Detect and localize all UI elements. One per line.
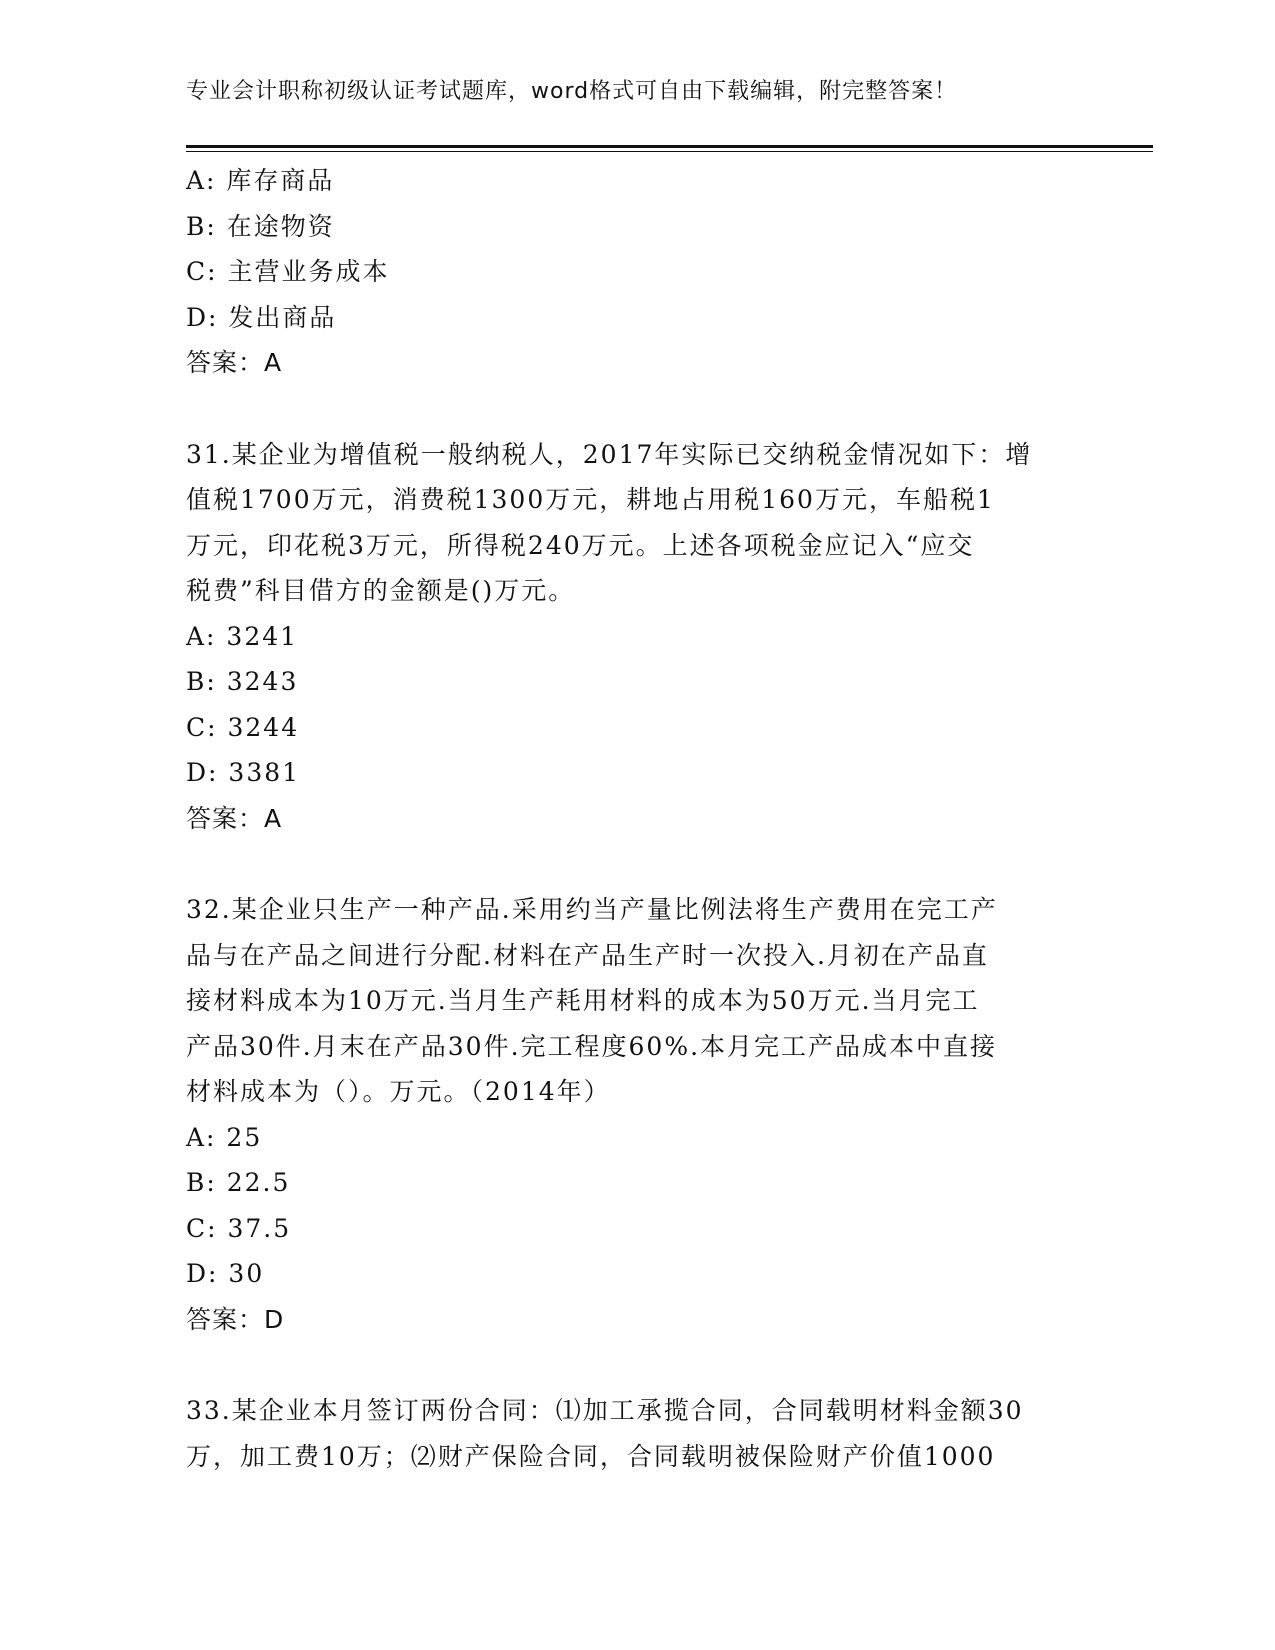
question-text-line: 材料成本为（）。万元。（2014年） xyxy=(186,1077,611,1106)
option-d: D: 发出商品 xyxy=(186,302,337,332)
option-d: D: 3381 xyxy=(186,758,301,787)
question-text-line: 万，加工费10万；⑵财产保险合同，合同载明被保险财产价值1000 xyxy=(186,1441,996,1471)
question-text-line: 万元，印花税3万元，所得税240万元。上述各项税金应记入“应交 xyxy=(186,530,975,560)
question-text-line: 32.某企业只生产一种产品.采用约当产量比例法将生产费用在完工产 xyxy=(186,895,998,924)
question-text-line: 31.某企业为增值税一般纳税人，2017年实际已交纳税金情况如下：增 xyxy=(186,439,1033,469)
header-divider-thick xyxy=(186,145,1153,148)
option-b: B: 22.5 xyxy=(186,1168,291,1197)
option-c: C: 主营业务成本 xyxy=(186,257,390,286)
option-d: D: 30 xyxy=(186,1259,265,1288)
document-body xyxy=(186,158,1086,1479)
option-c: C: 37.5 xyxy=(186,1213,292,1243)
option-a: A: 25 xyxy=(186,1122,263,1152)
question-text-line: 产品30件.月末在产品30件.完工程度60%.本月完工产品成本中直接 xyxy=(186,1031,998,1061)
spacer xyxy=(186,841,1086,887)
question-block-30 xyxy=(186,158,1086,386)
answer-line: 答案：A xyxy=(186,348,283,377)
option-b: B: 3243 xyxy=(186,667,299,696)
option-a: A: 3241 xyxy=(186,621,299,651)
question-text-line: 税费”科目借方的金额是()万元。 xyxy=(186,576,576,605)
option-b: B: 在途物资 xyxy=(186,211,335,241)
option-c: C: 3244 xyxy=(186,712,300,742)
question-text-line: 值税1700万元，消费税1300万元，耕地占用税160万元，车船税1 xyxy=(186,485,995,514)
question-text-line: 接材料成本为10万元.当月生产耗用材料的成本为50万元.当月完工 xyxy=(186,986,980,1015)
spacer xyxy=(186,1342,1086,1388)
spacer xyxy=(186,386,1086,432)
option-a: A: 库存商品 xyxy=(186,166,335,195)
answer-line: 答案：A xyxy=(186,803,283,833)
page-header: 专业会计职称初级认证考试题库，word格式可自由下载编辑，附完整答案！ xyxy=(186,79,958,104)
question-block-32 xyxy=(186,887,1086,1342)
header-divider-thin xyxy=(186,151,1153,152)
question-text-line: 品与在产品之间进行分配.材料在产品生产时一次投入.月初在产品直 xyxy=(186,940,989,970)
question-text-line: 33.某企业本月签订两份合同：⑴加工承揽合同，合同载明材料金额30 xyxy=(186,1396,1024,1425)
question-block-31 xyxy=(186,432,1086,842)
answer-line: 答案：D xyxy=(186,1304,285,1334)
question-block-33 xyxy=(186,1388,1086,1479)
